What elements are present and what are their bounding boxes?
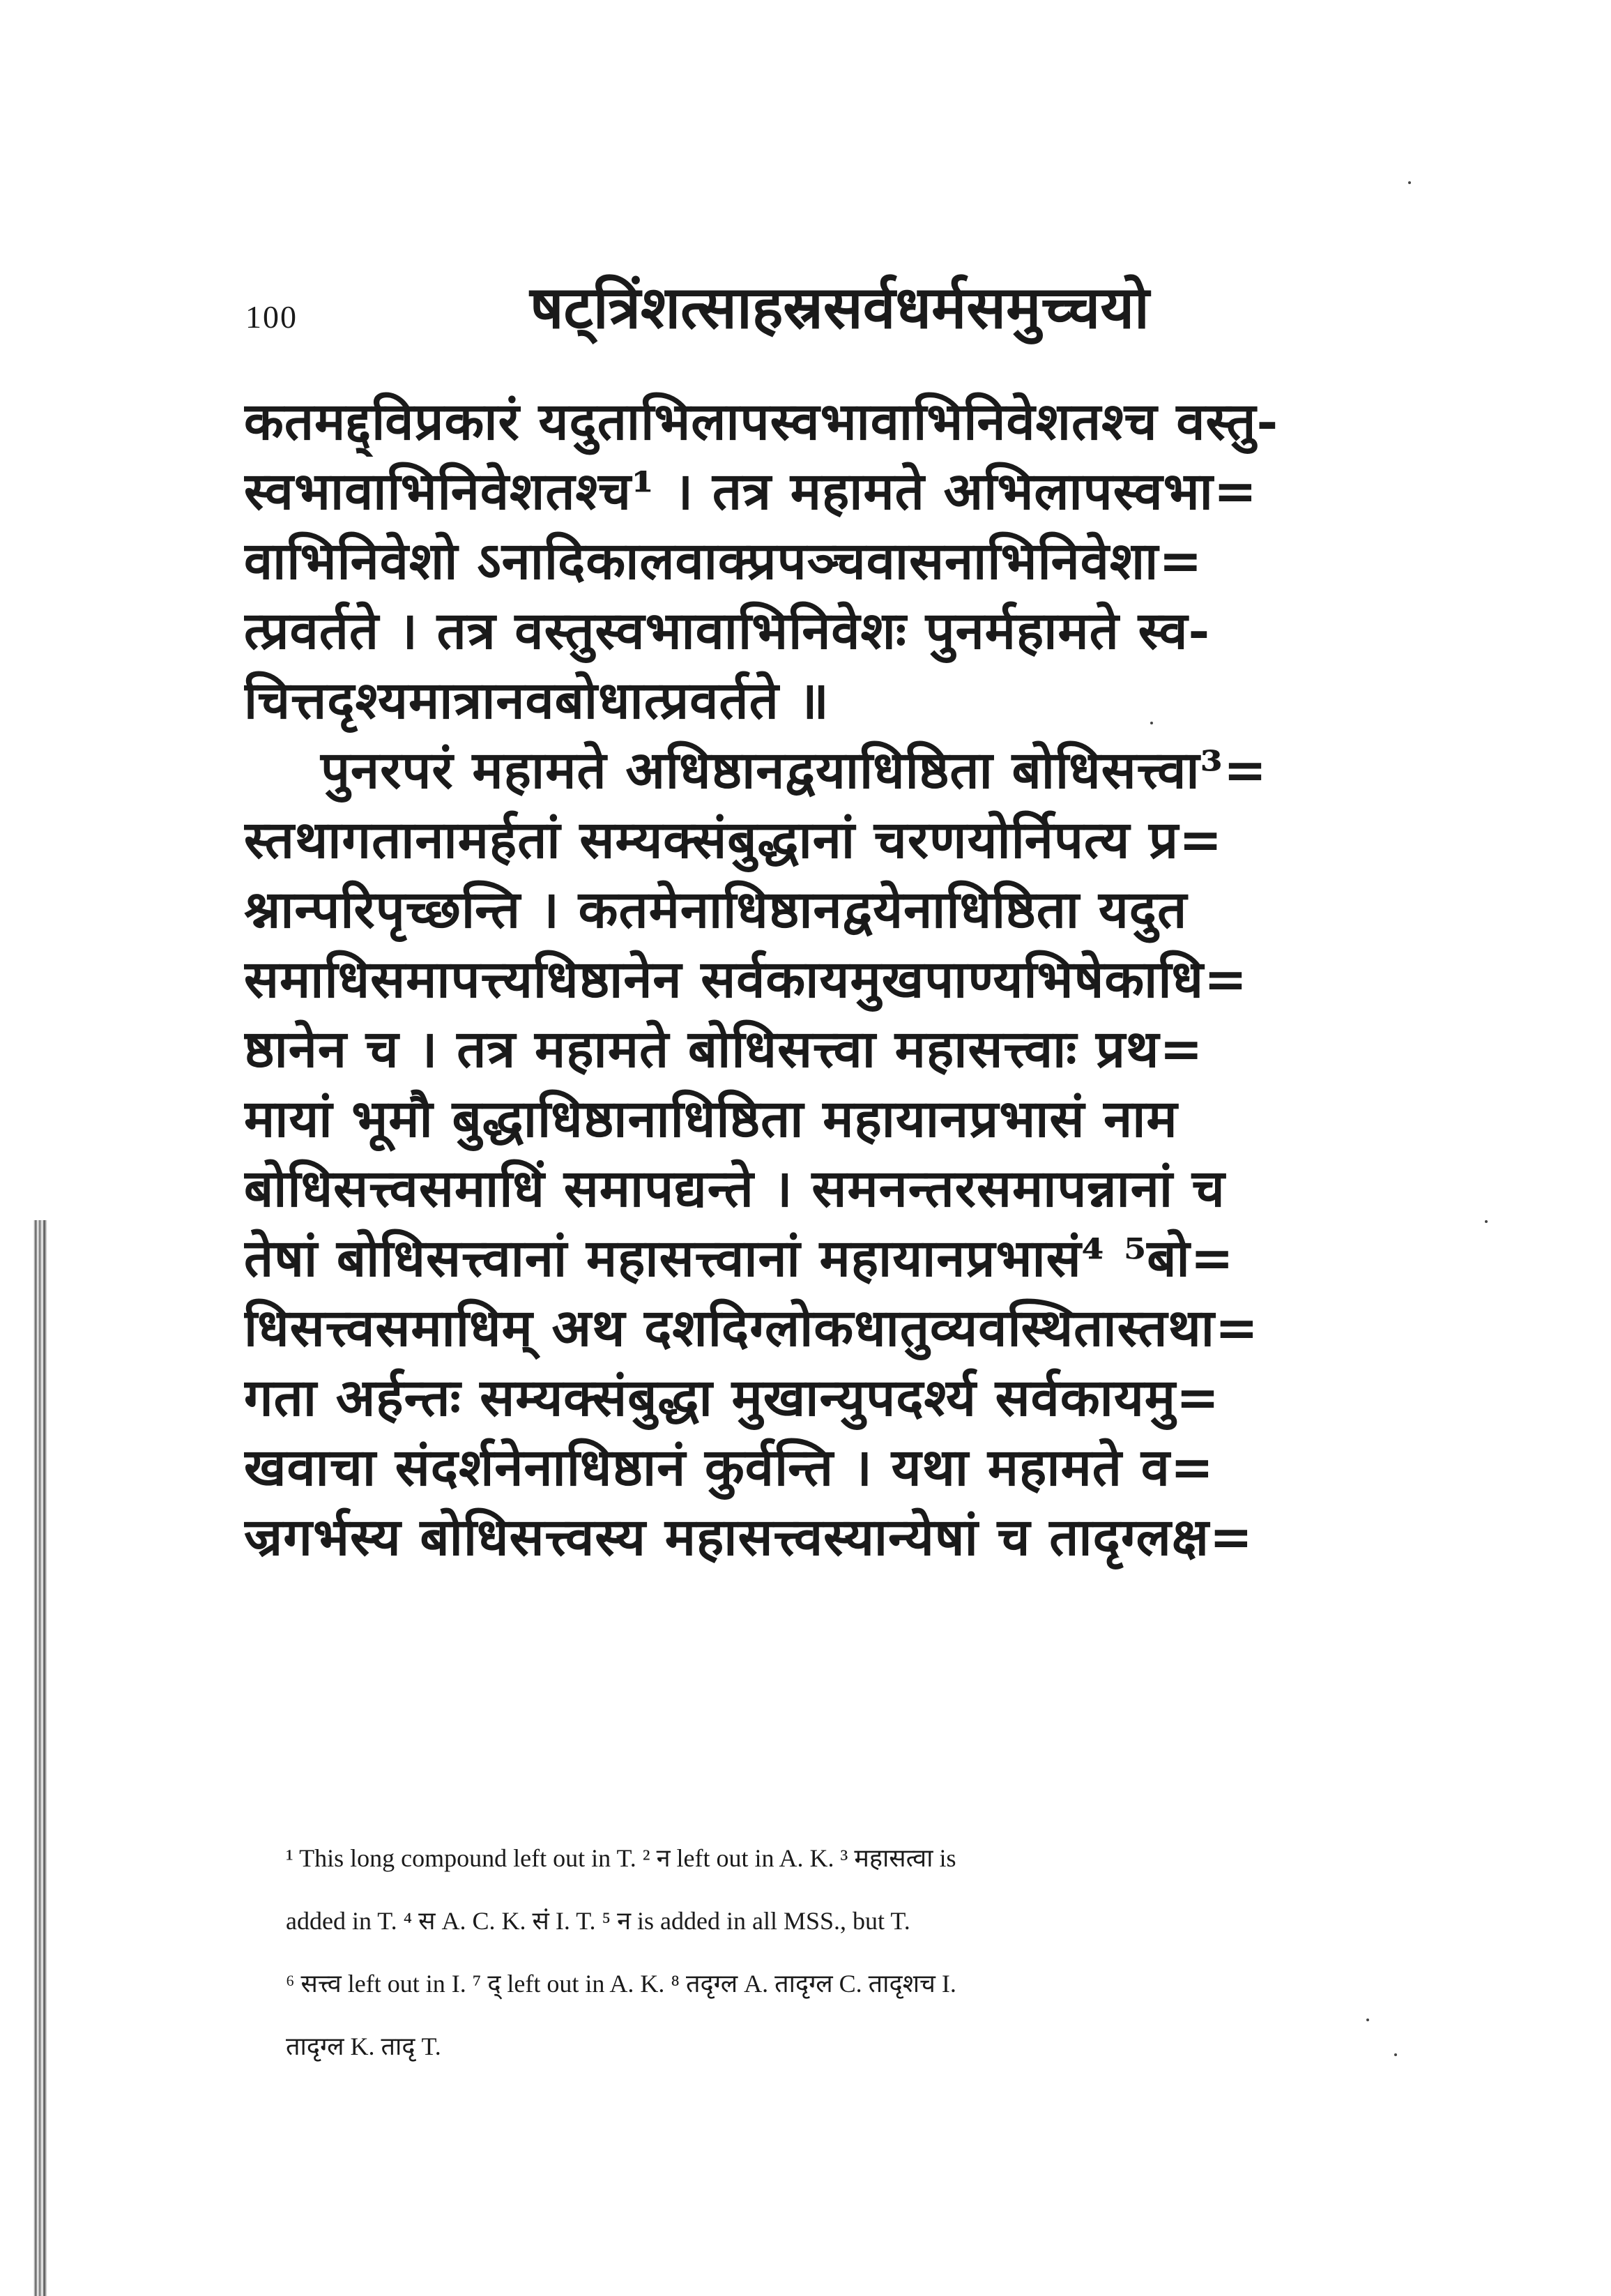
text-line: श्नान्परिपृच्छन्ति । कतमेनाधिष्ठानद्वयेनाधिष्ठिता यदुत bbox=[244, 880, 1188, 940]
text-line: तेषां बोधिसत्त्वानां महासत्त्वानां महायानप्रभासं⁴ ⁵बो= bbox=[244, 1229, 1235, 1288]
text-line: स्वभावाभिनिवेशतश्च¹ । तत्र महामते अभिलापस्वभा= bbox=[244, 462, 1258, 522]
scan-speck bbox=[1150, 722, 1153, 724]
footnote-line: ¹ This long compound left out in T. ² न left out in A. K. ³ महासत्वा is bbox=[286, 1844, 956, 1872]
scan-speck bbox=[1485, 1220, 1488, 1223]
footnote-line: ⁶ सत्त्व left out in I. ⁷ द् left out in A. K. ⁸ तदृग्ल A. तादृग्ल C. तादृशच I. bbox=[286, 1970, 956, 1998]
text-line: धिसत्त्वसमाधिम् अथ दशदिग्लोकधातुव्यवस्थितास्तथा= bbox=[244, 1298, 1259, 1358]
text-line: कतमद्द्विप्रकारं यदुताभिलापस्वभावाभिनिवेशतश्च वस्तु- bbox=[244, 392, 1279, 452]
text-line: गता अर्हन्तः सम्यक्संबुद्धा मुखान्युपदर्श्य सर्वकायमु= bbox=[244, 1368, 1220, 1428]
footnote-line: तादृग्ल K. तादृ T. bbox=[286, 2032, 441, 2060]
text-line: ष्ठानेन च । तत्र महामते बोधिसत्त्वा महासत्त्वाः प्रथ= bbox=[244, 1019, 1204, 1079]
text-line: बोधिसत्त्वसमाधिं समापद्यन्ते । समनन्तरसमापन्नानां च bbox=[244, 1159, 1226, 1219]
text-line: मायां भूमौ बुद्धाधिष्ठानाधिष्ठिता महायानप्रभासं नाम bbox=[244, 1089, 1178, 1149]
running-title: षट्त्रिंशत्साहस्रसर्वधर्मसमुच्चयो bbox=[530, 273, 1150, 342]
text-line: स्तथागतानामर्हतां सम्यक्संबुद्धानां चरणयोर्निपत्य प्र= bbox=[244, 810, 1223, 870]
scan-speck bbox=[1366, 2018, 1369, 2021]
text-line: चित्तदृश्यमात्रानवबोधात्प्रवर्तते ॥ bbox=[244, 671, 830, 731]
scan-speck bbox=[1408, 181, 1411, 184]
text-line: समाधिसमापत्त्यधिष्ठानेन सर्वकायमुखपाण्यभिषेकाधि= bbox=[244, 950, 1249, 1010]
footnote-line: added in T. ⁴ स A. C. K. सं I. T. ⁵ न is added in all MSS., but T. bbox=[286, 1907, 910, 1935]
binding-edge bbox=[33, 1220, 53, 2296]
text-line: खवाचा संदर्शनेनाधिष्ठानं कुर्वन्ति । यथा महामते व= bbox=[244, 1438, 1214, 1498]
footnotes bbox=[286, 1827, 1443, 2078]
scan-speck bbox=[1394, 2053, 1397, 2056]
page-number: 100 bbox=[245, 299, 298, 335]
body-text bbox=[244, 387, 1429, 1572]
text-line-paragraph-start: पुनरपरं महामते अधिष्ठानद्वयाधिष्ठिता बोधिसत्त्वा³= bbox=[321, 740, 1267, 800]
text-line: वाभिनिवेशो ऽनादिकालवाक्प्रपञ्चवासनाभिनिवेशा= bbox=[244, 531, 1203, 591]
text-line: त्प्रवर्तते । तत्र वस्तुस्वभावाभिनिवेशः पुनर्महामते स्व- bbox=[244, 601, 1211, 661]
text-line: ज्रगर्भस्य बोधिसत्त्वस्य महासत्त्वस्यान्येषां च तादृग्लक्ष= bbox=[244, 1507, 1253, 1567]
